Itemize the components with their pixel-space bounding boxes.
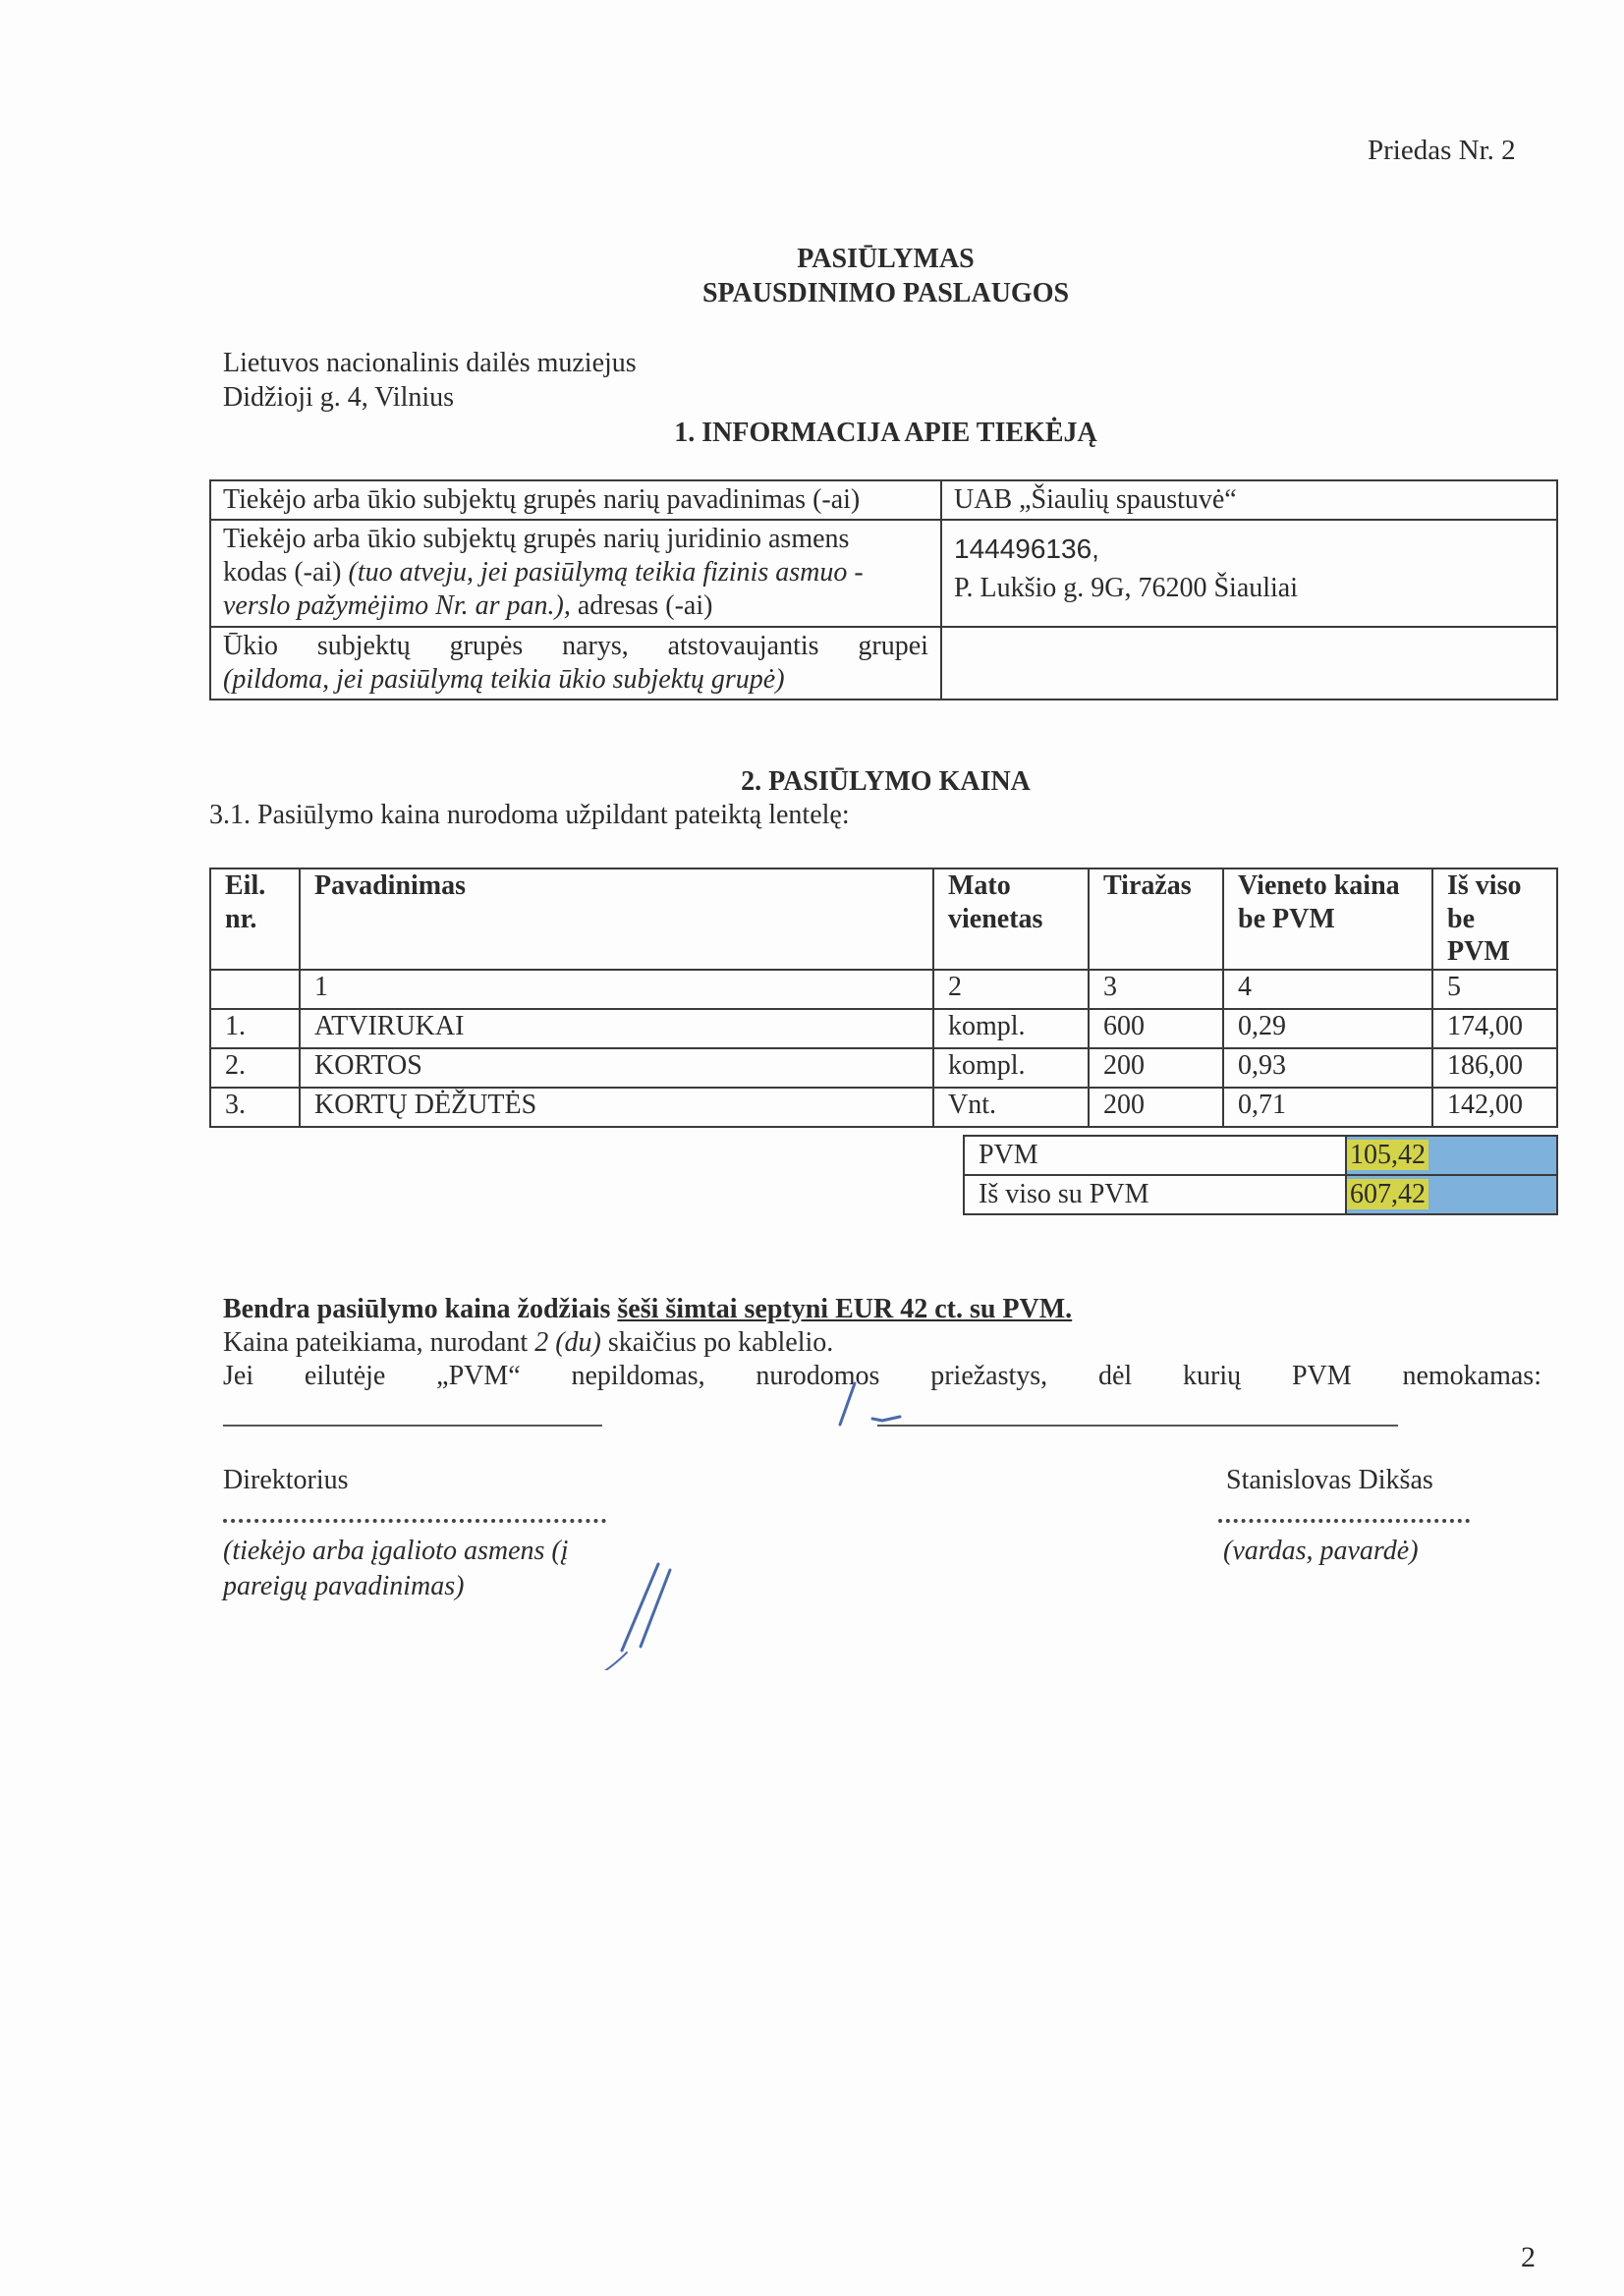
word: nepildomas, bbox=[571, 1361, 705, 1391]
supplier-name-value: UAB „Šiaulių spaustuvė“ bbox=[941, 480, 1557, 520]
totals-table bbox=[963, 1135, 1558, 1215]
word: Jei bbox=[223, 1361, 254, 1391]
supplier-row-code bbox=[210, 520, 1557, 626]
table-cell: 600 bbox=[1089, 1009, 1223, 1048]
doc-title: PASIŪLYMAS bbox=[797, 244, 975, 274]
table-cell: 2. bbox=[210, 1048, 300, 1088]
table-row bbox=[210, 970, 1557, 1009]
price-table bbox=[209, 868, 1558, 1128]
recipient-name: Lietuvos nacionalinis dailės muziejus bbox=[223, 348, 637, 378]
header-cell: Vieneto kaina be PVM bbox=[1223, 868, 1432, 970]
table-cell: 186,00 bbox=[1432, 1048, 1557, 1088]
word: narys, bbox=[562, 630, 629, 661]
section2-title: 2. PASIŪLYMO KAINA bbox=[741, 766, 1031, 797]
total-label: Iš viso su PVM bbox=[964, 1175, 1346, 1214]
supplier-code: 144496136, bbox=[954, 533, 1099, 565]
table-row bbox=[210, 1048, 1557, 1088]
supplier-code-label-line3 bbox=[223, 589, 928, 623]
position-caption: (tiekėjo arba įgalioto asmens (į bbox=[223, 1536, 569, 1566]
decimals-text-b: skaičius po kablelio. bbox=[607, 1327, 834, 1358]
table-cell: KORTOS bbox=[300, 1048, 933, 1088]
name-caption: (vardas, pavardė) bbox=[1223, 1536, 1419, 1566]
name-dots bbox=[1218, 1519, 1470, 1523]
header-cell: Mato vienetas bbox=[933, 868, 1089, 970]
header-cell: Eil. nr. bbox=[210, 868, 300, 970]
header-cell: Iš viso be PVM bbox=[1432, 868, 1557, 970]
table-cell: 174,00 bbox=[1432, 1009, 1557, 1048]
table-cell: kompl. bbox=[933, 1048, 1089, 1088]
table-row bbox=[210, 1088, 1557, 1127]
decimals-text-a: Kaina pateikiama, nurodant bbox=[223, 1327, 529, 1358]
signer-name: Stanislovas Dikšas bbox=[1226, 1465, 1433, 1495]
group-member-label-note: (pildoma, jei pasiūlymą teikia ūkio subjektų grupė) bbox=[223, 663, 785, 695]
word: atstovaujantis bbox=[667, 630, 819, 661]
price-intro: 3.1. Pasiūlymo kaina nurodoma užpildant pateiktą lentelę: bbox=[209, 800, 850, 830]
supplier-name-label: Tiekėjo arba ūkio subjektų grupės narių pavadinimas (-ai) bbox=[210, 480, 941, 520]
doc-subtitle: SPAUSDINIMO PASLAUGOS bbox=[701, 278, 1070, 308]
supplier-code-label-note: (tuo atveju, jei pasiūlymą teikia fizinis asmuo - bbox=[348, 557, 864, 588]
annex-label: Priedas Nr. 2 bbox=[1368, 135, 1516, 166]
table-cell: 3. bbox=[210, 1088, 300, 1127]
decimals-note bbox=[223, 1326, 833, 1360]
price-header-row bbox=[210, 868, 1557, 970]
table-cell: 142,00 bbox=[1432, 1088, 1557, 1127]
supplier-row-name bbox=[210, 480, 1557, 520]
table-cell: 0,29 bbox=[1223, 1009, 1432, 1048]
word: priežastys, bbox=[930, 1361, 1048, 1391]
table-cell: 1. bbox=[210, 1009, 300, 1048]
word: PVM bbox=[1291, 1361, 1352, 1391]
total-value: 607,42 bbox=[1347, 1179, 1428, 1209]
total-row bbox=[964, 1175, 1557, 1214]
supplier-table bbox=[209, 479, 1558, 700]
vat-value-cell bbox=[1346, 1136, 1557, 1175]
table-cell: 5 bbox=[1432, 970, 1557, 1009]
supplier-code-label-note2: verslo pažymėjimo Nr. ar pan.), bbox=[223, 590, 571, 622]
section1-title: 1. INFORMACIJA APIE TIEKĖJĄ bbox=[674, 418, 1097, 448]
price-in-words bbox=[223, 1293, 1072, 1326]
price-in-words-value: šeši šimtai septyni EUR 42 ct. su PVM. bbox=[617, 1294, 1073, 1324]
signer-position: Direktorius bbox=[223, 1465, 349, 1495]
decimals-count: 2 (du) bbox=[534, 1327, 601, 1358]
vat-row bbox=[964, 1136, 1557, 1175]
header-cell: Pavadinimas bbox=[300, 868, 933, 970]
total-value-cell bbox=[1346, 1175, 1557, 1214]
header-cell: Tiražas bbox=[1089, 868, 1223, 970]
supplier-code-label-line1: Tiekėjo arba ūkio subjektų grupės narių juridinio asmens bbox=[223, 524, 850, 555]
position-caption-2: pareigų pavadinimas) bbox=[223, 1571, 465, 1601]
word: nurodomos bbox=[756, 1361, 880, 1391]
table-cell: 1 bbox=[300, 970, 933, 1009]
vat-label: PVM bbox=[964, 1136, 1346, 1175]
table-cell: 200 bbox=[1089, 1088, 1223, 1127]
word: kurių bbox=[1183, 1361, 1242, 1391]
vat-value: 105,42 bbox=[1347, 1140, 1428, 1170]
table-cell: 2 bbox=[933, 970, 1089, 1009]
table-cell: ATVIRUKAI bbox=[300, 1009, 933, 1048]
recipient-address: Didžioji g. 4, Vilnius bbox=[223, 382, 455, 413]
word: Ūkio bbox=[223, 630, 278, 661]
table-cell: kompl. bbox=[933, 1009, 1089, 1048]
table-cell: 200 bbox=[1089, 1048, 1223, 1088]
supplier-code-label bbox=[210, 520, 941, 626]
word: dėl bbox=[1098, 1361, 1133, 1391]
supplier-row-group bbox=[210, 627, 1557, 700]
supplier-code-value bbox=[941, 520, 1557, 626]
word: subjektų bbox=[316, 630, 411, 661]
table-cell: KORTŲ DĖŽUTĖS bbox=[300, 1088, 933, 1127]
signature-mark bbox=[531, 1356, 963, 1670]
word: grupės bbox=[449, 630, 524, 661]
word: nemokamas: bbox=[1402, 1361, 1541, 1391]
table-cell: 0,93 bbox=[1223, 1048, 1432, 1088]
supplier-code-label-kodas: kodas (-ai) bbox=[223, 557, 342, 588]
group-member-value bbox=[941, 627, 1557, 700]
supplier-code-label-address: adresas (-ai) bbox=[577, 590, 713, 622]
word: eilutėje bbox=[304, 1361, 386, 1391]
table-cell bbox=[210, 970, 300, 1009]
supplier-code-label-line2 bbox=[223, 556, 928, 589]
page-number: 2 bbox=[1521, 2241, 1536, 2273]
supplier-address: P. Lukšio g. 9G, 76200 Šiauliai bbox=[954, 573, 1299, 604]
group-member-label bbox=[210, 627, 941, 700]
table-cell: 3 bbox=[1089, 970, 1223, 1009]
group-member-label-line1 bbox=[223, 630, 928, 663]
word: „PVM“ bbox=[436, 1361, 521, 1391]
price-in-words-label: Bendra pasiūlymo kaina žodžiais bbox=[223, 1294, 611, 1324]
table-cell: Vnt. bbox=[933, 1088, 1089, 1127]
table-row bbox=[210, 1009, 1557, 1048]
table-cell: 4 bbox=[1223, 970, 1432, 1009]
word: grupei bbox=[858, 630, 928, 661]
table-cell: 0,71 bbox=[1223, 1088, 1432, 1127]
